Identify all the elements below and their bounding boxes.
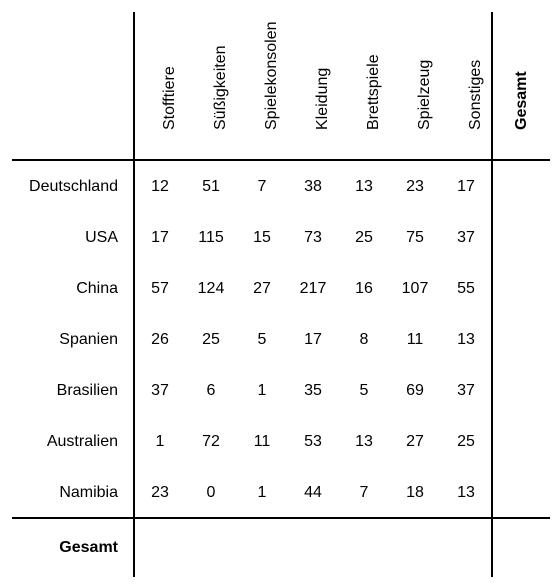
- table-cell: 75: [406, 229, 424, 246]
- table-cell: 37: [457, 382, 475, 399]
- table-cell: 15: [253, 229, 271, 246]
- row-label: Spanien: [59, 331, 118, 348]
- table-cell: 27: [253, 280, 271, 297]
- column-header-label: Sonstiges: [467, 59, 484, 130]
- row-label: Deutschland: [29, 178, 118, 195]
- table-cell: 1: [257, 382, 267, 399]
- column-header-suessigkeiten: [209, 0, 233, 150]
- table-cell: 5: [257, 331, 267, 348]
- table-cell: 1: [257, 484, 267, 501]
- table-cell: 26: [151, 331, 169, 348]
- column-header-label: Brettspiele: [365, 54, 382, 130]
- table-cell: 44: [304, 484, 322, 501]
- table-cell: 73: [304, 229, 322, 246]
- table-cell: 17: [457, 178, 475, 195]
- table-cell: 51: [202, 178, 220, 195]
- column-header-sonstiges: [464, 0, 488, 150]
- table-cell: 37: [151, 382, 169, 399]
- total-rule: [12, 517, 550, 519]
- column-header-gesamt: [510, 0, 534, 150]
- header-rule: [12, 159, 550, 161]
- table-cell: 124: [197, 280, 225, 297]
- table-cell: 13: [457, 331, 475, 348]
- table-cell: 11: [253, 433, 271, 450]
- row-label: Australien: [46, 433, 118, 450]
- table-cell: 55: [457, 280, 475, 297]
- table-cell: 7: [257, 178, 267, 195]
- table-cell: 38: [304, 178, 322, 195]
- row-label: USA: [85, 229, 118, 246]
- table-cell: 17: [304, 331, 322, 348]
- column-header-brettspiele: [362, 0, 386, 150]
- row-label: Brasilien: [56, 382, 118, 399]
- vertical-rule-right: [491, 12, 493, 577]
- table-cell: 25: [202, 331, 220, 348]
- column-header-label: Stofftiere: [161, 66, 178, 130]
- table-cell: 35: [304, 382, 322, 399]
- table-cell: 23: [406, 178, 424, 195]
- column-header-spielzeug: [413, 0, 437, 150]
- column-header-kleidung: [311, 0, 335, 150]
- column-header-label: Spielekonsolen: [263, 21, 280, 130]
- table-cell: 57: [151, 280, 169, 297]
- table-cell: 115: [198, 229, 224, 246]
- column-header-label: Süßigkeiten: [212, 45, 229, 130]
- column-header-label: Spielzeug: [416, 59, 433, 130]
- table-cell: 16: [355, 280, 373, 297]
- table-cell: 69: [406, 382, 424, 399]
- column-header-label: Kleidung: [314, 67, 331, 130]
- total-row-label: Gesamt: [59, 539, 118, 556]
- column-header-spielekonsolen: [260, 0, 284, 150]
- table-cell: 107: [401, 280, 429, 297]
- table-cell: 12: [151, 178, 169, 195]
- table-cell: 25: [457, 433, 475, 450]
- table-cell: 11: [406, 331, 424, 348]
- table-cell: 17: [151, 229, 169, 246]
- table-cell: 1: [155, 433, 165, 450]
- table-cell: 13: [355, 178, 373, 195]
- row-label: Namibia: [59, 484, 118, 501]
- table-cell: 18: [406, 484, 424, 501]
- table-cell: 7: [359, 484, 369, 501]
- table-cell: 27: [406, 433, 424, 450]
- table-cell: 53: [304, 433, 322, 450]
- table-cell: 25: [355, 229, 373, 246]
- table-cell: 13: [457, 484, 475, 501]
- table-cell: 217: [299, 280, 327, 297]
- column-header-label: Gesamt: [513, 71, 530, 130]
- table-cell: 13: [355, 433, 373, 450]
- table-cell: 0: [206, 484, 216, 501]
- row-label: China: [76, 280, 118, 297]
- table-cell: 23: [151, 484, 169, 501]
- table-cell: 8: [359, 331, 369, 348]
- table-cell: 72: [202, 433, 220, 450]
- column-header-stofftiere: [158, 0, 182, 150]
- table-cell: 6: [206, 382, 216, 399]
- table-cell: 37: [457, 229, 475, 246]
- table-cell: 5: [359, 382, 369, 399]
